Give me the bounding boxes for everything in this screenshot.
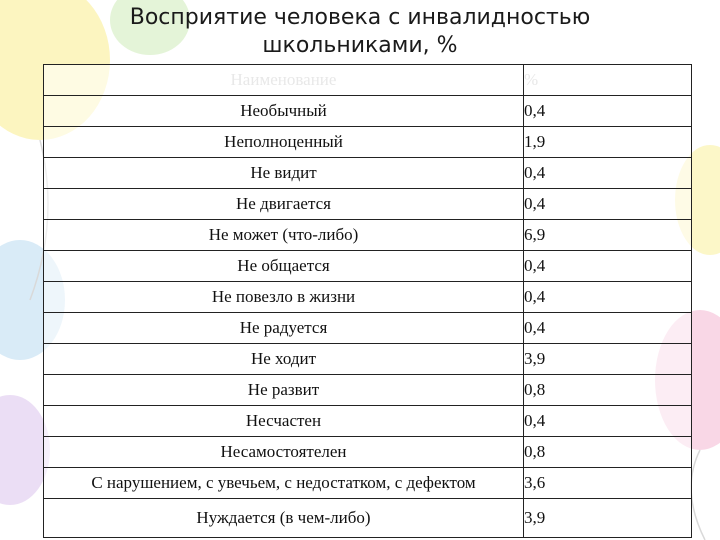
row-value: 0,4 (524, 313, 692, 344)
row-label: Неполноценный (44, 127, 524, 158)
row-label: Необычный (44, 96, 524, 127)
row-label: Не двигается (44, 189, 524, 220)
table-row (44, 220, 692, 251)
row-label: Несамостоятелен (44, 437, 524, 468)
table-row (44, 375, 692, 406)
slide-title (60, 4, 660, 60)
table-row (44, 437, 692, 468)
table-row (44, 344, 692, 375)
table-row (44, 406, 692, 437)
title-line-2: школьниками, % (262, 33, 458, 58)
row-value: 0,4 (524, 282, 692, 313)
table-row (44, 251, 692, 282)
table-row (44, 499, 692, 538)
table-row (44, 96, 692, 127)
row-value: 0,4 (524, 406, 692, 437)
table-row (44, 127, 692, 158)
row-label: Не радуется (44, 313, 524, 344)
row-value: 0,4 (524, 189, 692, 220)
row-value: 0,4 (524, 96, 692, 127)
table-row (44, 313, 692, 344)
row-label: Не общается (44, 251, 524, 282)
row-value: 3,9 (524, 344, 692, 375)
row-value: 0,4 (524, 251, 692, 282)
row-value: 6,9 (524, 220, 692, 251)
row-label: Не развит (44, 375, 524, 406)
row-label: Не может (что-либо) (44, 220, 524, 251)
row-label: Не ходит (44, 344, 524, 375)
row-value: 3,6 (524, 468, 692, 499)
row-value: 0,4 (524, 158, 692, 189)
balloon-string (691, 450, 705, 540)
row-label: Несчастен (44, 406, 524, 437)
row-value: 0,8 (524, 375, 692, 406)
table-row (44, 189, 692, 220)
table-row (44, 282, 692, 313)
header-name: Наименование (44, 65, 524, 96)
row-value: 3,9 (524, 499, 692, 538)
header-value: % (524, 65, 692, 96)
row-value: 0,8 (524, 437, 692, 468)
row-label: Не повезло в жизни (44, 282, 524, 313)
table-header-row (44, 65, 692, 96)
row-label: С нарушением, с увечьем, с недостатком, с дефектом (44, 468, 524, 499)
row-label: Не видит (44, 158, 524, 189)
row-value: 1,9 (524, 127, 692, 158)
table-row (44, 468, 692, 499)
table-row (44, 158, 692, 189)
perception-table (43, 64, 692, 538)
row-label: Нуждается (в чем-либо) (44, 499, 524, 538)
title-line-1: Восприятие человека с инвалидностью (129, 5, 591, 30)
